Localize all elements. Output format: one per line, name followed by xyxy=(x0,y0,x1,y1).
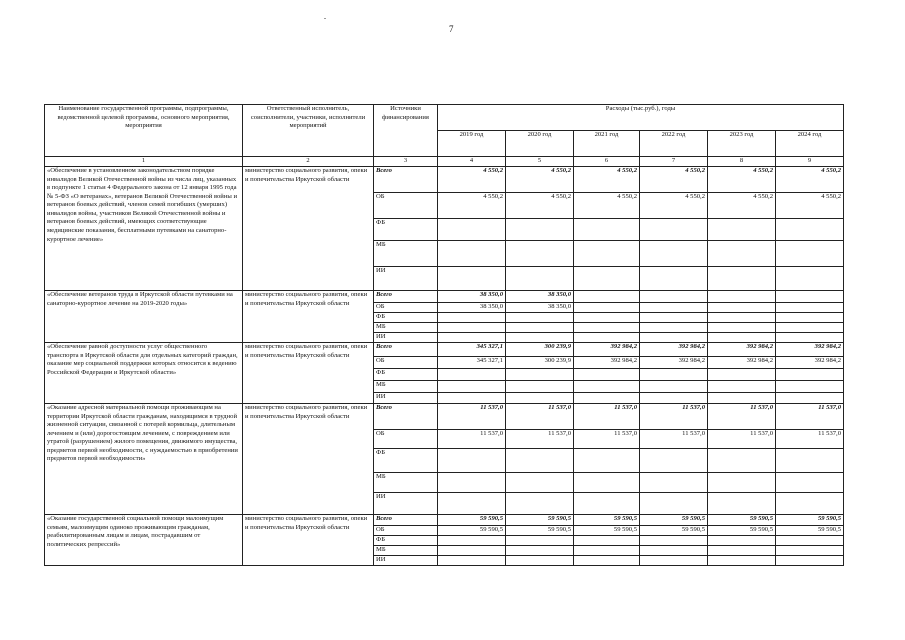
funding-source: ФБ xyxy=(374,313,438,323)
amount-cell xyxy=(574,546,640,556)
amount-cell xyxy=(708,219,776,241)
amount-cell: 59 590,5 xyxy=(506,526,574,536)
amount-cell xyxy=(506,369,574,381)
amount-cell: 11 537,0 xyxy=(506,430,574,449)
header-year: 2019 год xyxy=(438,131,506,157)
amount-cell xyxy=(776,267,844,291)
amount-cell xyxy=(574,473,640,493)
header-source: Источники финансирования xyxy=(374,105,438,157)
amount-cell: 11 537,0 xyxy=(574,430,640,449)
amount-cell: 11 537,0 xyxy=(640,430,708,449)
amount-cell xyxy=(640,473,708,493)
amount-cell: 59 590,5 xyxy=(640,526,708,536)
amount-cell: 59 590,5 xyxy=(776,526,844,536)
amount-cell xyxy=(506,241,574,267)
amount-cell xyxy=(506,556,574,566)
amount-cell: 59 590,5 xyxy=(708,526,776,536)
table-row xyxy=(45,515,844,526)
amount-cell xyxy=(438,536,506,546)
column-number: 9 xyxy=(776,157,844,167)
funding-source: МБ xyxy=(374,381,438,393)
amount-cell xyxy=(574,493,640,515)
amount-cell xyxy=(640,369,708,381)
column-number: 7 xyxy=(640,157,708,167)
amount-cell: 4 550,2 xyxy=(776,193,844,219)
amount-cell xyxy=(438,313,506,323)
funding-source: МБ xyxy=(374,473,438,493)
amount-cell xyxy=(574,333,640,343)
amount-cell xyxy=(640,313,708,323)
amount-cell xyxy=(776,473,844,493)
measure-name: «Обеспечение ветеранов труда в Иркутской области путевками на санаторно-курортное лечение на 2019-2020 годы» xyxy=(45,291,243,343)
expenses-table xyxy=(44,104,844,566)
funding-source: ОБ xyxy=(374,303,438,313)
amount-cell: 345 327,1 xyxy=(438,357,506,369)
amount-cell xyxy=(776,369,844,381)
amount-cell xyxy=(640,393,708,404)
amount-cell: 392 984,2 xyxy=(640,343,708,357)
amount-cell xyxy=(574,219,640,241)
amount-cell xyxy=(438,267,506,291)
amount-cell: 392 984,2 xyxy=(574,357,640,369)
amount-cell xyxy=(640,291,708,303)
amount-cell xyxy=(708,393,776,404)
amount-cell xyxy=(438,556,506,566)
amount-cell xyxy=(574,449,640,473)
amount-cell xyxy=(438,219,506,241)
amount-cell xyxy=(438,393,506,404)
amount-cell xyxy=(574,536,640,546)
amount-cell xyxy=(776,323,844,333)
amount-cell xyxy=(506,546,574,556)
amount-cell xyxy=(708,473,776,493)
amount-cell xyxy=(776,333,844,343)
amount-cell xyxy=(776,546,844,556)
amount-cell: 345 327,1 xyxy=(438,343,506,357)
amount-cell xyxy=(506,536,574,546)
funding-source: МБ xyxy=(374,546,438,556)
funding-source: Всего xyxy=(374,167,438,193)
amount-cell xyxy=(640,333,708,343)
amount-cell: 11 537,0 xyxy=(438,404,506,430)
amount-cell: 4 550,2 xyxy=(640,167,708,193)
header-year: 2024 год xyxy=(776,131,844,157)
table-row xyxy=(45,291,844,303)
amount-cell: 38 350,0 xyxy=(506,291,574,303)
amount-cell xyxy=(506,473,574,493)
amount-cell xyxy=(438,546,506,556)
amount-cell xyxy=(708,241,776,267)
funding-source: ИИ xyxy=(374,493,438,515)
amount-cell xyxy=(708,323,776,333)
amount-cell: 59 590,5 xyxy=(574,526,640,536)
amount-cell xyxy=(574,556,640,566)
amount-cell xyxy=(640,267,708,291)
amount-cell: 59 590,5 xyxy=(776,515,844,526)
amount-cell xyxy=(574,369,640,381)
amount-cell: 4 550,2 xyxy=(708,193,776,219)
amount-cell xyxy=(574,303,640,313)
amount-cell: 4 550,2 xyxy=(506,167,574,193)
amount-cell: 38 350,0 xyxy=(438,303,506,313)
amount-cell xyxy=(776,241,844,267)
page-number: 7 xyxy=(449,24,454,34)
table-row xyxy=(45,167,844,193)
amount-cell: 4 550,2 xyxy=(574,193,640,219)
amount-cell xyxy=(438,493,506,515)
column-number: 1 xyxy=(45,157,243,167)
funding-source: ОБ xyxy=(374,526,438,536)
funding-source: Всего xyxy=(374,404,438,430)
amount-cell: 11 537,0 xyxy=(574,404,640,430)
measure-executor: министерство социального развития, опеки и попечительства Иркутской области xyxy=(243,343,374,404)
scan-mark xyxy=(324,18,326,19)
amount-cell: 392 984,2 xyxy=(574,343,640,357)
measure-executor: министерство социального развития, опеки и попечительства Иркутской области xyxy=(243,291,374,343)
amount-cell xyxy=(574,267,640,291)
amount-cell xyxy=(506,333,574,343)
funding-source: МБ xyxy=(374,323,438,333)
funding-source: МБ xyxy=(374,241,438,267)
amount-cell xyxy=(708,313,776,323)
amount-cell xyxy=(776,556,844,566)
table-row xyxy=(45,343,844,357)
amount-cell xyxy=(640,493,708,515)
amount-cell: 4 550,2 xyxy=(438,193,506,219)
amount-cell xyxy=(708,291,776,303)
funding-source: ОБ xyxy=(374,430,438,449)
amount-cell: 11 537,0 xyxy=(776,430,844,449)
funding-source: ОБ xyxy=(374,357,438,369)
amount-cell xyxy=(574,313,640,323)
amount-cell xyxy=(506,381,574,393)
amount-cell: 4 550,2 xyxy=(708,167,776,193)
header-executor: Ответственный исполнитель, соисполнители, участники, исполнители мероприятий xyxy=(243,105,374,157)
amount-cell: 392 984,2 xyxy=(708,343,776,357)
amount-cell: 392 984,2 xyxy=(708,357,776,369)
amount-cell xyxy=(574,241,640,267)
header-name: Наименование государственной программы, подпрограммы, ведомственной целевой программы, основного мероприятия, мероприятия xyxy=(45,105,243,157)
column-number: 8 xyxy=(708,157,776,167)
column-number: 3 xyxy=(374,157,438,167)
amount-cell xyxy=(776,493,844,515)
amount-cell: 11 537,0 xyxy=(506,404,574,430)
amount-cell xyxy=(574,393,640,404)
amount-cell xyxy=(640,449,708,473)
measure-name: «Обеспечение равной доступности услуг общественного транспорта в Иркутской области для отдельных категорий граждан, оказание мер социальной поддержки которых относится к ведению Российской Федерации и Иркутской области» xyxy=(45,343,243,404)
funding-source: ОБ xyxy=(374,193,438,219)
column-number: 5 xyxy=(506,157,574,167)
funding-source: ИИ xyxy=(374,393,438,404)
amount-cell: 59 590,5 xyxy=(708,515,776,526)
amount-cell xyxy=(776,313,844,323)
amount-cell: 4 550,2 xyxy=(506,193,574,219)
amount-cell: 4 550,2 xyxy=(574,167,640,193)
amount-cell xyxy=(506,493,574,515)
amount-cell xyxy=(438,369,506,381)
amount-cell: 4 550,2 xyxy=(776,167,844,193)
amount-cell xyxy=(506,219,574,241)
amount-cell: 59 590,5 xyxy=(640,515,708,526)
amount-cell xyxy=(776,291,844,303)
amount-cell: 59 590,5 xyxy=(574,515,640,526)
amount-cell: 11 537,0 xyxy=(438,430,506,449)
amount-cell xyxy=(438,449,506,473)
header-year: 2023 год xyxy=(708,131,776,157)
funding-source: Всего xyxy=(374,343,438,357)
amount-cell: 11 537,0 xyxy=(708,430,776,449)
amount-cell xyxy=(438,323,506,333)
amount-cell xyxy=(776,303,844,313)
funding-source: ИИ xyxy=(374,267,438,291)
amount-cell xyxy=(708,449,776,473)
amount-cell xyxy=(640,556,708,566)
header-year: 2022 год xyxy=(640,131,708,157)
amount-cell xyxy=(640,241,708,267)
table-row xyxy=(45,404,844,430)
amount-cell xyxy=(506,313,574,323)
amount-cell xyxy=(640,381,708,393)
measure-name: «Оказание государственной социальной помощи малоимущим семьям, малоимущим одиноко проживающим гражданам, реабилитированным лицам и лицам, пострадавшим от политических репрессий» xyxy=(45,515,243,566)
amount-cell xyxy=(776,219,844,241)
header-year: 2021 год xyxy=(574,131,640,157)
amount-cell: 59 590,5 xyxy=(506,515,574,526)
amount-cell: 11 537,0 xyxy=(708,404,776,430)
measure-executor: министерство социального развития, опеки и попечительства Иркутской области xyxy=(243,167,374,291)
amount-cell xyxy=(506,267,574,291)
amount-cell xyxy=(708,369,776,381)
measure-name: «Оказание адресной материальной помощи проживающим на территории Иркутской области гражданам, находящимся в трудной жизненной ситуации, связанной с потерей кормильца, длительным лечением и (или) дорогостоящим лечением, с повреждением или утратой (разрушением) жилого помещения, движимого имущества, предметов первой необходимости, с нуждаемостью в приобретении предметов первой необходимости» xyxy=(45,404,243,515)
funding-source: ИИ xyxy=(374,333,438,343)
funding-source: Всего xyxy=(374,291,438,303)
amount-cell xyxy=(640,323,708,333)
amount-cell xyxy=(776,536,844,546)
funding-source: ФБ xyxy=(374,219,438,241)
measure-executor: министерство социального развития, опеки и попечительства Иркутской области xyxy=(243,404,374,515)
amount-cell xyxy=(506,393,574,404)
amount-cell: 59 590,5 xyxy=(438,515,506,526)
amount-cell xyxy=(438,473,506,493)
funding-source: ФБ xyxy=(374,536,438,546)
amount-cell xyxy=(640,303,708,313)
amount-cell xyxy=(708,493,776,515)
amount-cell: 392 984,2 xyxy=(776,343,844,357)
column-number: 4 xyxy=(438,157,506,167)
funding-source: Всего xyxy=(374,515,438,526)
amount-cell: 392 984,2 xyxy=(640,357,708,369)
header-expenses: Расходы (тыс.руб.), годы xyxy=(438,105,844,131)
amount-cell xyxy=(776,381,844,393)
amount-cell xyxy=(438,333,506,343)
funding-source: ИИ xyxy=(374,556,438,566)
amount-cell: 300 239,9 xyxy=(506,343,574,357)
funding-source: ФБ xyxy=(374,449,438,473)
header-year: 2020 год xyxy=(506,131,574,157)
amount-cell xyxy=(708,267,776,291)
amount-cell: 4 550,2 xyxy=(438,167,506,193)
amount-cell: 59 590,5 xyxy=(438,526,506,536)
amount-cell xyxy=(574,291,640,303)
amount-cell xyxy=(776,449,844,473)
amount-cell: 38 350,0 xyxy=(506,303,574,313)
amount-cell xyxy=(574,381,640,393)
amount-cell xyxy=(438,241,506,267)
amount-cell: 300 239,9 xyxy=(506,357,574,369)
amount-cell: 11 537,0 xyxy=(776,404,844,430)
amount-cell xyxy=(640,546,708,556)
amount-cell xyxy=(708,303,776,313)
amount-cell: 11 537,0 xyxy=(640,404,708,430)
amount-cell xyxy=(708,556,776,566)
funding-source: ФБ xyxy=(374,369,438,381)
measure-executor: министерство социального развития, опеки и попечительства Иркутской области xyxy=(243,515,374,566)
amount-cell xyxy=(640,219,708,241)
amount-cell xyxy=(708,381,776,393)
amount-cell xyxy=(506,449,574,473)
amount-cell: 38 350,0 xyxy=(438,291,506,303)
amount-cell xyxy=(708,546,776,556)
amount-cell xyxy=(574,323,640,333)
amount-cell xyxy=(506,323,574,333)
column-number: 2 xyxy=(243,157,374,167)
amount-cell: 392 984,2 xyxy=(776,357,844,369)
amount-cell xyxy=(438,381,506,393)
amount-cell xyxy=(640,536,708,546)
amount-cell xyxy=(708,333,776,343)
amount-cell: 4 550,2 xyxy=(640,193,708,219)
measure-name: «Обеспечение в установленном законодательством порядке инвалидов Великой Отечественной войны из числа лиц, указанных в подпункте 1 статьи 4 Федерального закона от 12 января 1995 года № 5-ФЗ «О ветеранах», ветеранов Великой Отечественной войны и ветеранов боевых действий, членов семей погибших (умерших) инвалидов войны, участников Великой Отечественной войны и ветеранов боевых действий, имеющих соответствующие медицинские показания, бесплатными путевками на санаторно-курортное лечение» xyxy=(45,167,243,291)
amount-cell xyxy=(708,536,776,546)
column-number: 6 xyxy=(574,157,640,167)
amount-cell xyxy=(776,393,844,404)
